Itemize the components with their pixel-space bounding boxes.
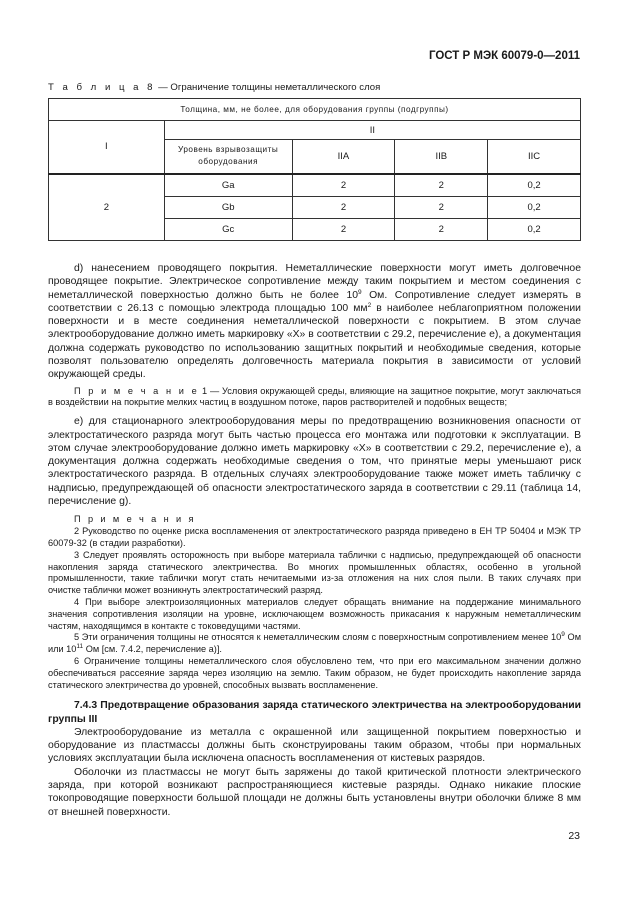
note-1 [48,386,581,410]
table-sub-IIA: IIA [292,140,395,174]
table-sub-IIB: IIB [395,140,488,174]
section-para-2: Оболочки из пластмассы не могут быть заряжены до такой критической плотности электрического заряда, при которой возникают распространяющиеся кистевые разряды. Однако никакие плоские токопроводящие поверхности большой площади не должны быть установлены внутри оболочки ближе 8 мм от внешней поверхности. [48,766,581,818]
note-3: 3 Следует проявлять осторожность при выборе материала таблички с надписью, предупреждающей об опасности накопления заряда статического электричества. Во многих промышленных областях, особенно в угольной промышленности, такие таблички могут стать нечитаемыми из-за отложения на них слоя пыли. В таких случаях при очистке таблички может возникнуть электростатический разряд. [48,549,581,596]
table-caption-prefix: Т а б л и ц а 8 [48,82,156,93]
table-cell-iib: 2 [395,219,488,241]
table-level-header: Уровень взрывозащиты оборудования [164,140,292,174]
table-sub-IIC: IIC [488,140,581,174]
table-col-I-value: 2 [49,174,165,241]
table-cell-iib: 2 [395,174,488,197]
para-d-exponent: 9 [358,288,362,296]
para-d-part1: d) нанесением проводящего покрытия. Неметаллические поверхности могут иметь долговечное проводящее покрытие. Электрическое сопротивление между таким покрытием и местом соединения с неметаллической поверхностью должно быть не более 10 [48,263,581,301]
table-cell-iia: 2 [292,219,395,241]
table-top-header: Толщина, мм, не более, для оборудования группы (подгруппы) [49,99,581,121]
table-caption [48,82,380,93]
note-1-text: 1 — Условия окружающей среды, влияющие на защитное покрытие, могут заключаться в воздействии на покрытие мелких частиц в воздушном потоке, паров растворителей и подобных веществ; [48,385,581,408]
table-group-II: II [164,121,580,140]
note-5-part3: Ом [см. 7.4.2, перечисление а)]. [83,644,222,655]
para-d-part2: Ом. Сопротивление следует измерять в соответствии с 26.13 с помощью электрода площадью 100 мм [48,289,581,314]
page-number: 23 [568,830,580,842]
table-caption-text: — Ограничение толщины неметаллического слоя [155,82,381,93]
note-4: 4 При выборе электроизоляционных материалов следует обращать внимание на поддержание минимального значения сопротивления изоляции на уровне, исключающем возможность прикасания к наружным неметаллическим частям, находящимся в контакте с токоведущими частями. [48,596,581,631]
para-d [48,262,581,382]
para-e: е) для стационарного электрооборудования меры по предотвращению возникновения опасности от электростатического разряда могут быть частью процесса его монтажа или подготовки к эксплуатации. В этом случае электрооборудование должно иметь маркировку «X» в соответствии с 29.2, перечисление е), а документация должна содержать необходимые сведения о том, что принятые меры уменьшают риск электростатического разряда. В отдельных случаях электрооборудование также может иметь табличку с надписью, предупреждающей об опасности электростатического заряда в соответствии с 29.11 (таблица 14, перечисление g). [48,416,581,508]
note-6: 6 Ограничение толщины неметаллического слоя обусловлено тем, что при его максимальном значении должно обеспечиваться рассеяние заряда через изоляцию на землю. Таким образом, не будет происходить накопление заряда статического электричества до уровней, способных вызвать воспламенение. [48,655,581,690]
note-5-exp2: 11 [76,643,84,651]
note-5 [48,632,581,656]
para-d-part3: в наиболее неблагоприятном положении поверхности и в месте соединения неметаллической поверхности с покрытием. В этом случае электрооборудование должно иметь маркировку «X» в соответствии с 29.2, перечисление е), а документация должна содержать руководство по использованию защитных покрытий и необходимые сведения, которые позволят пользователю определять долговечность материала покрытия в зависимости от условий окружающей среды. [48,302,581,381]
section-para-1: Электрооборудование из металла с окрашенной или защищенной покрытием поверхностью и оборудование из пластмассы должны быть сконструированы таким образом, чтобы при нормальных условиях эксплуатации была исключена опасность воспламенения от кистевых разрядов. [48,726,581,765]
table-cell-iia: 2 [292,174,395,197]
table-cell-iic: 0,2 [488,219,581,241]
table-group-I: I [49,121,165,174]
table-cell-level: Gb [164,197,292,219]
standard-header: ГОСТ Р МЭК 60079-0—2011 [428,50,580,62]
note-5-part1: 5 Эти ограничения толщины не относятся к неметаллическим слоям с поверхностным сопротивлением менее 10 [74,632,562,643]
note-1-label: П р и м е ч а н и е [74,385,200,396]
note-2: 2 Руководство по оценке риска воспламенения от электростатического разряда приведено в ЕН ТР 50404 и МЭК ТР 60079-32 (в стадии разработки). [48,526,581,548]
para-d-square: 2 [367,301,372,309]
table-cell-level: Gc [164,219,292,241]
notes-label-text: П р и м е ч а н и я [74,514,196,525]
notes-label [48,514,581,526]
note-5-exp1: 9 [561,631,565,639]
body-text [48,262,581,819]
note-5-part2: Ом или 10 [48,632,582,655]
section-title: 7.4.3 Предотвращение образования заряда статического электричества на электрооборудовании группы III [48,700,581,725]
thickness-table [48,98,581,241]
table-cell-iic: 0,2 [488,197,581,219]
table-cell-level: Ga [164,174,292,197]
table-cell-iib: 2 [395,197,488,219]
table-cell-iia: 2 [292,197,395,219]
table-cell-iic: 0,2 [488,174,581,197]
